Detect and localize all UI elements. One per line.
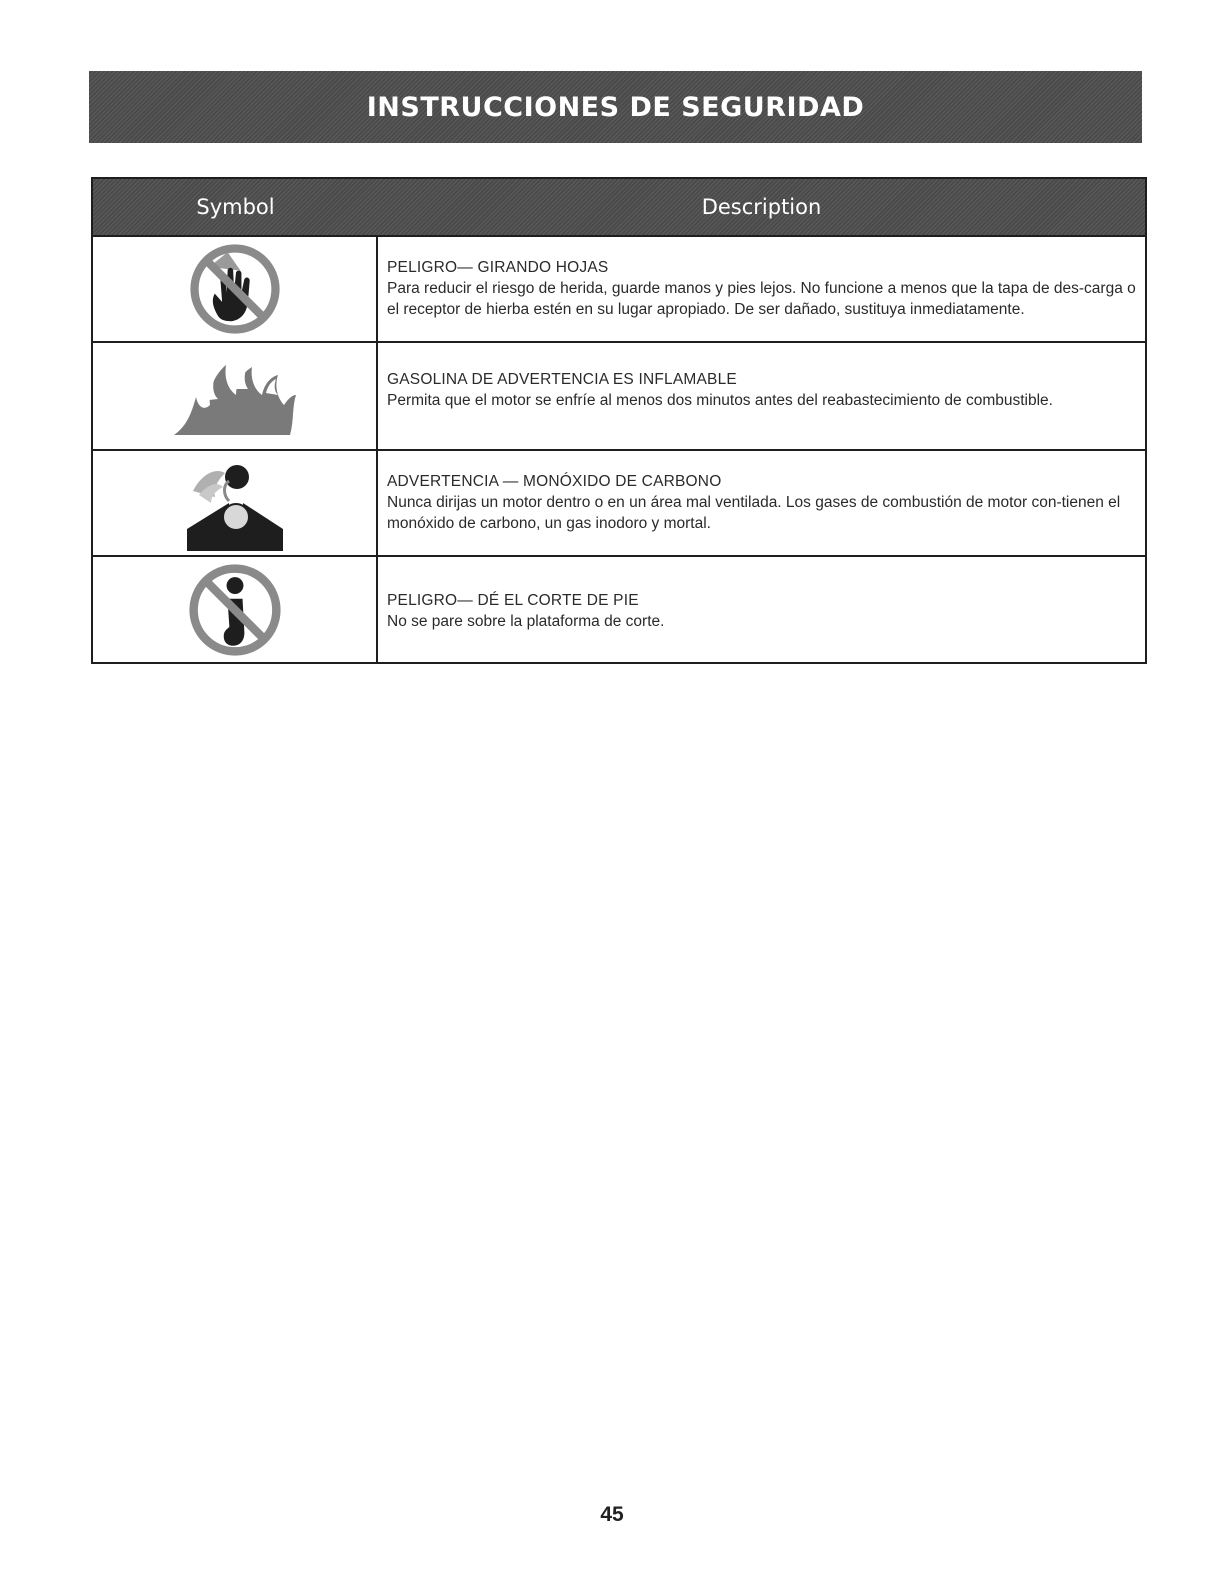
hand-blade-prohibited-icon: [189, 243, 281, 335]
page-title: INSTRUCCIONES DE SEGURIDAD: [366, 91, 865, 123]
table-row: [93, 341, 1145, 449]
symbol-cell: [93, 557, 378, 662]
symbol-cell: [93, 343, 378, 449]
description-cell: [378, 237, 1145, 341]
row-body: No se pare sobre la plataforma de corte.: [387, 613, 665, 630]
row-title: PELIGRO— GIRANDO HOJAS: [387, 259, 609, 276]
description-cell: [378, 451, 1145, 555]
row-body: Nunca dirijas un motor dentro o en un área mal ventilada. Los gases de combustión de motor con-tienen el monóxido de carbono, un gas inodoro y mortal.: [387, 494, 1121, 532]
row-body: Permita que el motor se enfríe al menos dos minutos antes del reabastecimiento de combustible.: [387, 392, 1053, 409]
row-body: Para reducir el riesgo de herida, guarde manos y pies lejos. No funcione a menos que la tapa de des-carga o el receptor de hierba estén en su lugar apropiado. De ser dañado, sustituya inmediatamente.: [387, 280, 1136, 318]
column-header-symbol: Symbol: [196, 195, 275, 219]
row-title: GASOLINA DE ADVERTENCIA ES INFLAMABLE: [387, 371, 737, 388]
carbon-monoxide-icon: [185, 455, 285, 551]
flame-icon: [170, 355, 300, 437]
table-row: [93, 555, 1145, 662]
row-title: ADVERTENCIA — MONÓXIDO DE CARBONO: [387, 473, 722, 490]
safety-symbols-table: [91, 177, 1147, 664]
page-number: 45: [600, 1503, 624, 1526]
column-header-description: Description: [701, 195, 822, 219]
row-title: PELIGRO— DÉ EL CORTE DE PIE: [387, 592, 639, 609]
description-cell: [378, 557, 1145, 662]
description-cell: [378, 343, 1145, 449]
symbol-cell: [93, 451, 378, 555]
no-standing-icon: [188, 563, 282, 657]
table-header: [93, 179, 1145, 235]
section-banner: [89, 71, 1142, 143]
table-row: [93, 235, 1145, 341]
symbol-cell: [93, 237, 378, 341]
table-row: [93, 449, 1145, 555]
